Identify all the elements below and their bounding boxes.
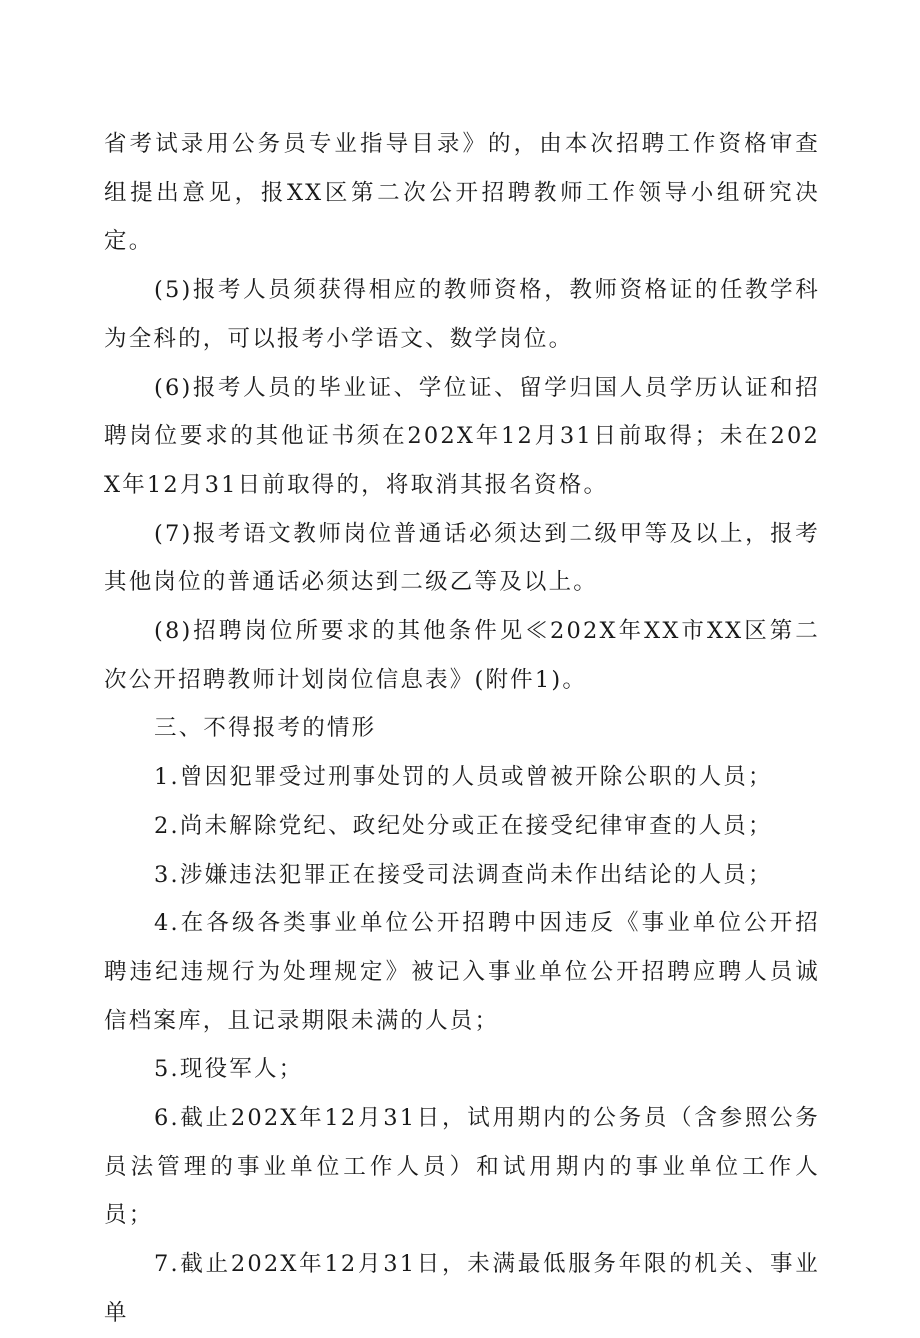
- paragraph-item-8-other-conditions: (8)招聘岗位所要求的其他条件见≪202X年XX市XX区第二次公开招聘教师计划岗位信息表》(附件1)。: [104, 618, 820, 693]
- list-item-4: 4.在各级各类事业单位公开招聘中因违反《事业单位公开招聘违纪违规行为处理规定》被记入事业单位公开招聘应聘人员诚信档案库，且记录期限未满的人员；: [104, 910, 820, 1034]
- list-item-7: 7.截止202X年12月31日，未满最低服务年限的机关、事业单: [104, 1251, 820, 1326]
- paragraph-item-5-teacher-qualification: (5)报考人员须获得相应的教师资格，教师资格证的任教学科为全科的，可以报考小学语文、数学岗位。: [104, 277, 820, 352]
- list-item-2: 2.尚未解除党纪、政纪处分或正在接受纪律审查的人员；: [154, 812, 773, 839]
- list-item-3: 3.涉嫌违法犯罪正在接受司法调查尚未作出结论的人员；: [154, 861, 773, 888]
- list-item-5: 5.现役军人；: [154, 1056, 304, 1083]
- document-body: [104, 120, 820, 1338]
- section-heading-3: 三、不得报考的情形: [154, 715, 377, 742]
- paragraph-item-6-certificates: (6)报考人员的毕业证、学位证、留学归国人员学历认证和招聘岗位要求的其他证书须在202X年12月31日前取得；未在202X年12月31日前取得的，将取消其报名资格。: [104, 374, 820, 498]
- list-item-1: 1.曾因犯罪受过刑事处罚的人员或曾被开除公职的人员；: [154, 764, 773, 791]
- paragraph-major-guide-continuation: 省考试录用公务员专业指导目录》的，由本次招聘工作资格审查组提出意见，报XX区第二次公开招聘教师工作领导小组研究决定。: [104, 131, 820, 255]
- paragraph-item-7-mandarin: (7)报考语文教师岗位普通话必须达到二级甲等及以上，报考其他岗位的普通话必须达到二级乙等及以上。: [104, 520, 820, 596]
- list-item-6: 6.截止202X年12月31日，试用期内的公务员（含参照公务员法管理的事业单位工作人员）和试用期内的事业单位工作人员；: [104, 1105, 820, 1229]
